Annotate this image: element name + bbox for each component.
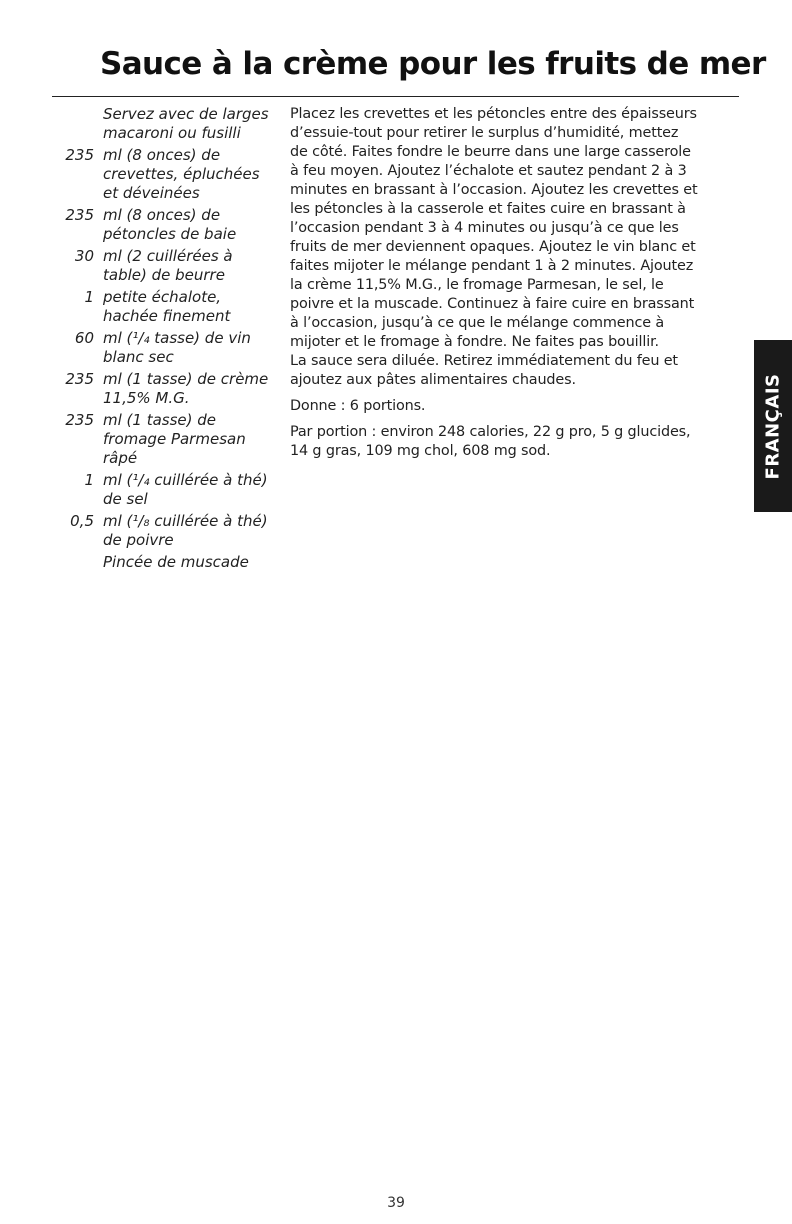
ingredient-item	[52, 329, 284, 367]
ingredient-text: ml (8 onces) de pétoncles de baie	[103, 206, 237, 243]
ingredient-item	[52, 411, 284, 468]
ingredient-text: ml (¹/₈ cuillérée à thé) de poivre	[103, 512, 268, 549]
ingredient-text: Pincée de muscade	[103, 553, 249, 571]
ingredient-item	[52, 512, 284, 550]
ingredient-text: Servez avec de larges macaroni ou fusilli	[103, 105, 269, 142]
ingredient-item	[52, 146, 284, 203]
title-divider	[52, 96, 739, 97]
method-column	[290, 105, 740, 468]
ingredient-quantity: 1	[84, 288, 94, 306]
ingredient-text: ml (¹/₄ tasse) de vin blanc sec	[103, 329, 251, 366]
ingredient-text: ml (1 tasse) de fromage Parmesan râpé	[103, 411, 246, 467]
page-number: 39	[387, 1195, 405, 1211]
language-tab	[754, 340, 792, 512]
ingredient-text: ml (2 cuillérées à table) de beurre	[103, 247, 233, 284]
ingredient-quantity: 235	[65, 146, 94, 164]
ingredient-text: ml (¹/₄ cuillérée à thé) de sel	[103, 471, 268, 508]
ingredient-item	[52, 105, 284, 143]
ingredient-text: ml (8 onces) de crevettes, épluchées et déveinées	[103, 146, 260, 202]
ingredient-quantity: 30	[74, 247, 94, 265]
ingredient-item	[52, 247, 284, 285]
ingredient-text: ml (1 tasse) de crème 11,5% M.G.	[103, 370, 269, 407]
ingredients-list	[52, 105, 284, 575]
ingredient-quantity: 1	[84, 471, 94, 489]
method-instructions: Placez les crevettes et les pétoncles entre des épaisseurs d’essuie-tout pour retirer le surplus d’humidité, mettez de côté. Faites fondre le beurre dans une large casserole à feu moyen. Ajoutez l’échalote et sautez pendant 2 à 3 minutes en brassant à l’occasion. Ajoutez les crevettes et les pétoncles à la casserole et faites cuire en brassant à l’occasion pendant 3 à 4 minutes ou jusqu’à ce que les fruits de mer deviennent opaques. Ajoutez le vin blanc et faites mijoter le mélange pendant 1 à 2 minutes. Ajoutez la crème 11,5% M.G., le fromage Parmesan, le sel, le poivre et la muscade. Continuez à faire cuire en brassant à l’occasion, jusqu’à ce que le mélange commence à mijoter et le fromage à fondre. Ne faites pas bouillir. La sauce sera diluée. Retirez immédiatement du feu et ajoutez aux pâtes alimentaires chaudes.	[290, 106, 698, 388]
ingredient-item	[52, 553, 284, 572]
ingredient-quantity: 235	[65, 206, 94, 224]
ingredient-quantity: 60	[74, 329, 94, 347]
ingredient-quantity: 235	[65, 370, 94, 388]
recipe-yield: Donne : 6 portions.	[290, 398, 426, 414]
ingredient-item	[52, 288, 284, 326]
ingredient-item	[52, 471, 284, 509]
ingredient-quantity: 0,5	[70, 512, 94, 530]
ingredient-item	[52, 370, 284, 408]
ingredient-text: petite échalote, hachée finement	[103, 288, 231, 325]
ingredient-item	[52, 206, 284, 244]
page-title: Sauce à la crème pour les fruits de mer	[100, 46, 766, 82]
ingredient-quantity: 235	[65, 411, 94, 429]
nutrition-info: Par portion : environ 248 calories, 22 g pro, 5 g glucides, 14 g gras, 109 mg chol, 608 mg sod.	[290, 424, 691, 459]
language-tab-label: FRANÇAIS	[762, 373, 784, 479]
